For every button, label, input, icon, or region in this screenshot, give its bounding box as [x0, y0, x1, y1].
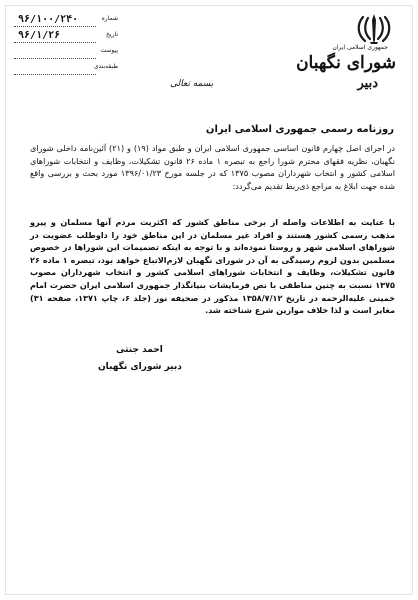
- meta-attachment: [14, 46, 118, 60]
- council-name: شورای نگهبان: [296, 53, 396, 73]
- paragraph-opinion: با عنایت به اطلاعات واصله از برخی مناطق کشور که اکثریت مردم آنها مسلمان و پیرو مذهب رسمی کشور هستند و افراد غیر مسلمان در این مناطق خود را داوطلب عضویت در شوراهای اسلامی شهر و روستا نموده‌اند و با توجه به اینکه تصمیمات این شوراها در خصوص مسلمین بدون لزوم رسیدگی به آن در شورای نگهبان لازم‌الاتباع خواهد بود، تبصره ۱ ماده ۲۶ قانون تشکیلات، وظایف و انتخابات شوراهای اسلامی کشور و انتخاب شهرداران مصوب ۱۳۷۵ نسبت به چنین مناطقی با نص فرمایشات بنیانگذار جمهوری اسلامی ایران حضرت امام خمینی علیه‌الرحمه در تاریخ ۱۳۵۸/۷/۱۲ مذکور در صحیفه نور (جلد ۶، چاپ ۱۳۷۱، صفحه ۳۱) مغایر است و لذا خلاف موازین شرع شناخته شد.: [30, 217, 396, 316]
- number-value: ۹۶/۱۰۰/۲۴۰: [18, 14, 79, 25]
- republic-label: جمهوری اسلامی ایران: [332, 44, 388, 51]
- number-label: شماره: [101, 15, 118, 22]
- letter-meta: [14, 14, 118, 78]
- basmala: بسمه تعالی: [170, 79, 214, 89]
- meta-number: [14, 14, 118, 28]
- date-label: تاریخ: [106, 31, 118, 38]
- classification-label: طبقه‌بندی: [93, 63, 118, 70]
- meta-date: [14, 30, 118, 44]
- signer-name: احمد جنتی: [116, 345, 163, 355]
- iran-emblem-icon: [354, 12, 394, 46]
- meta-classification: [14, 62, 118, 76]
- attachment-label: پیوست: [100, 47, 118, 54]
- date-value: ۹۶/۱/۲۶: [18, 30, 61, 41]
- number-line: [14, 26, 96, 27]
- date-line: [14, 42, 96, 43]
- addressee: روزنامه رسمی جمهوری اسلامی ایران: [205, 124, 394, 135]
- office-title: دبیر: [357, 76, 378, 91]
- classification-line: [14, 74, 96, 75]
- attachment-line: [14, 58, 96, 59]
- paragraph-intro: در اجرای اصل چهارم قانون اساسی جمهوری اسلامی ایران و طبق مواد (۱۹) و (۲۱) آئین‌نامه داخلی شورای نگهبان، نظریه فقهای محترم شورا راجع به تبصره ۱ ماده ۲۶ قانون تشکیلات، وظایف و انتخابات شوراهای اسلامی کشور و انتخاب شهرداران مصوب ۱۳۷۵ که در جلسه مورخ ۱۳۹۶/۰۱/۲۳ مورد بحث و بررسی واقع شده جهت ابلاغ به مراجع ذی‌ربط تقدیم می‌گردد:: [30, 143, 395, 191]
- signer-title: دبیر شورای نگهبان: [98, 362, 182, 372]
